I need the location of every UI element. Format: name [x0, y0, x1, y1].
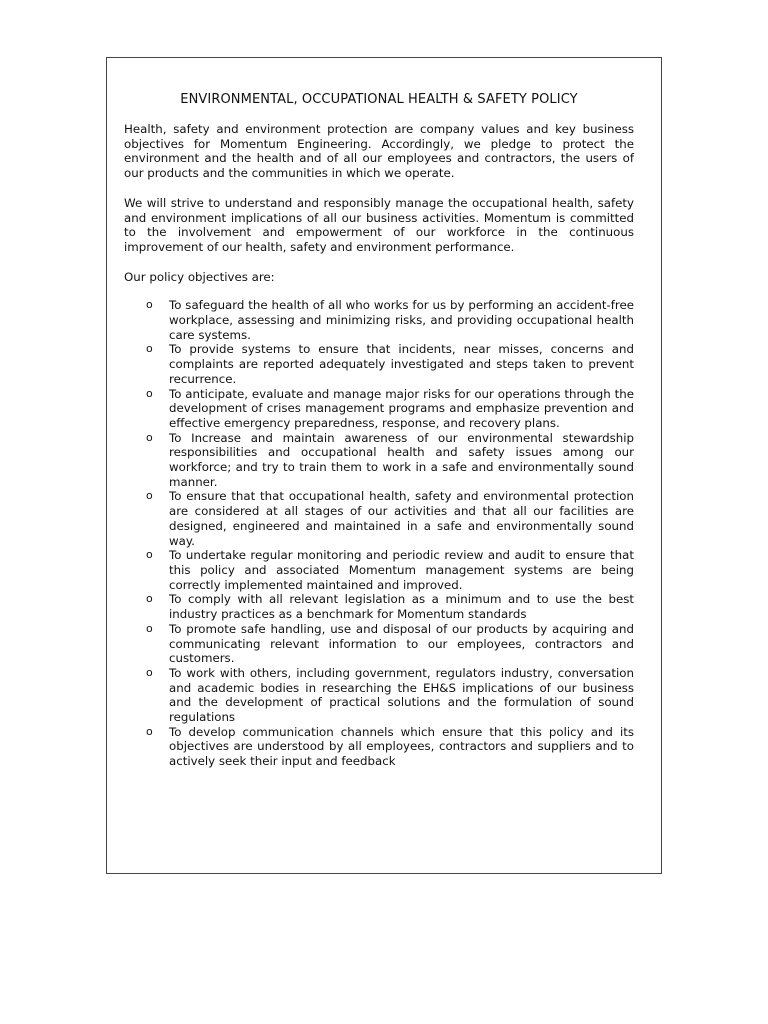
list-item-text: To provide systems to ensure that incidents, near misses, concerns and complaints are reported adequately investigated and steps taken to prevent recurrence. [169, 342, 634, 386]
bullet-icon: o [146, 430, 153, 444]
list-item [124, 548, 634, 592]
list-item-text: To promote safe handling, use and disposal of our products by acquiring and communicating relevant information to our employees, contractors and customers. [169, 621, 634, 666]
list-item-text: To work with others, including government, regulators industry, conversation and academic bodies in researching the EH&S implications of our business and the development of practical solutions and the formulation of sound regulations [169, 665, 634, 725]
list-item-text: To comply with all relevant legislation as a minimum and to use the best industry practices as a benchmark for Momentum standards [169, 592, 634, 622]
list-item-text: To safeguard the health of all who works for us by performing an accident-free workplace, assessing and minimizing risks, and providing occupational health care systems. [169, 298, 634, 342]
list-item [124, 622, 634, 666]
bullet-icon: o [146, 665, 153, 679]
list-item-text: To Increase and maintain awareness of our environmental stewardship responsibilities and occupational health and safety issues among our workforce; and try to train them to work in a safe and environmentally sound manner. [169, 430, 634, 489]
intro-paragraph: Health, safety and environment protection are company values and key business objectives for Momentum Engineering. Accordingly, we pledge to protect the environment and the health and of all our employees and contractors, the users of our products and the communities in which we operate. [124, 122, 634, 181]
document-content [124, 92, 634, 769]
list-item-text: To ensure that that occupational health, safety and environmental protection are considered at all stages of our activities and that all our facilities are designed, engineered and maintained in a safe and environmentally sound way. [169, 489, 634, 548]
commitment-paragraph: We will strive to understand and responsibly manage the occupational health, safety and environment implications of all our business activities. Momentum is committed to the involvement and empowerment of our workforce in the continuous improvement of our health, safety and environment performance. [124, 195, 634, 254]
list-item-text: To anticipate, evaluate and manage major risks for our operations through the development of crises management programs and emphasize prevention and effective emergency preparedness, response, and recovery plans. [169, 386, 634, 430]
objectives-intro: Our policy objectives are: [124, 269, 275, 284]
bullet-icon: o [146, 386, 153, 400]
document-title: ENVIRONMENTAL, OCCUPATIONAL HEALTH & SAFETY POLICY [180, 92, 578, 107]
bullet-icon: o [146, 298, 153, 312]
document-page [106, 57, 662, 874]
list-item [124, 387, 634, 431]
bullet-icon: o [146, 548, 153, 562]
list-item [124, 431, 634, 490]
list-item [124, 666, 634, 725]
list-item [124, 298, 634, 342]
bullet-icon: o [146, 489, 153, 503]
bullet-icon: o [146, 592, 153, 606]
list-item-text: To undertake regular monitoring and periodic review and audit to ensure that this policy and associated Momentum management systems are being correctly implemented maintained and improved. [169, 548, 634, 592]
bullet-icon: o [146, 621, 153, 635]
list-item [124, 592, 634, 621]
list-item [124, 725, 634, 769]
list-item [124, 489, 634, 548]
list-item [124, 342, 634, 386]
bullet-icon: o [146, 342, 153, 356]
list-item-text: To develop communication channels which ensure that this policy and its objectives are understood by all employees, contractors and suppliers and to actively seek their input and feedback [169, 724, 634, 769]
bullet-icon: o [146, 724, 153, 738]
objectives-list [124, 298, 634, 769]
